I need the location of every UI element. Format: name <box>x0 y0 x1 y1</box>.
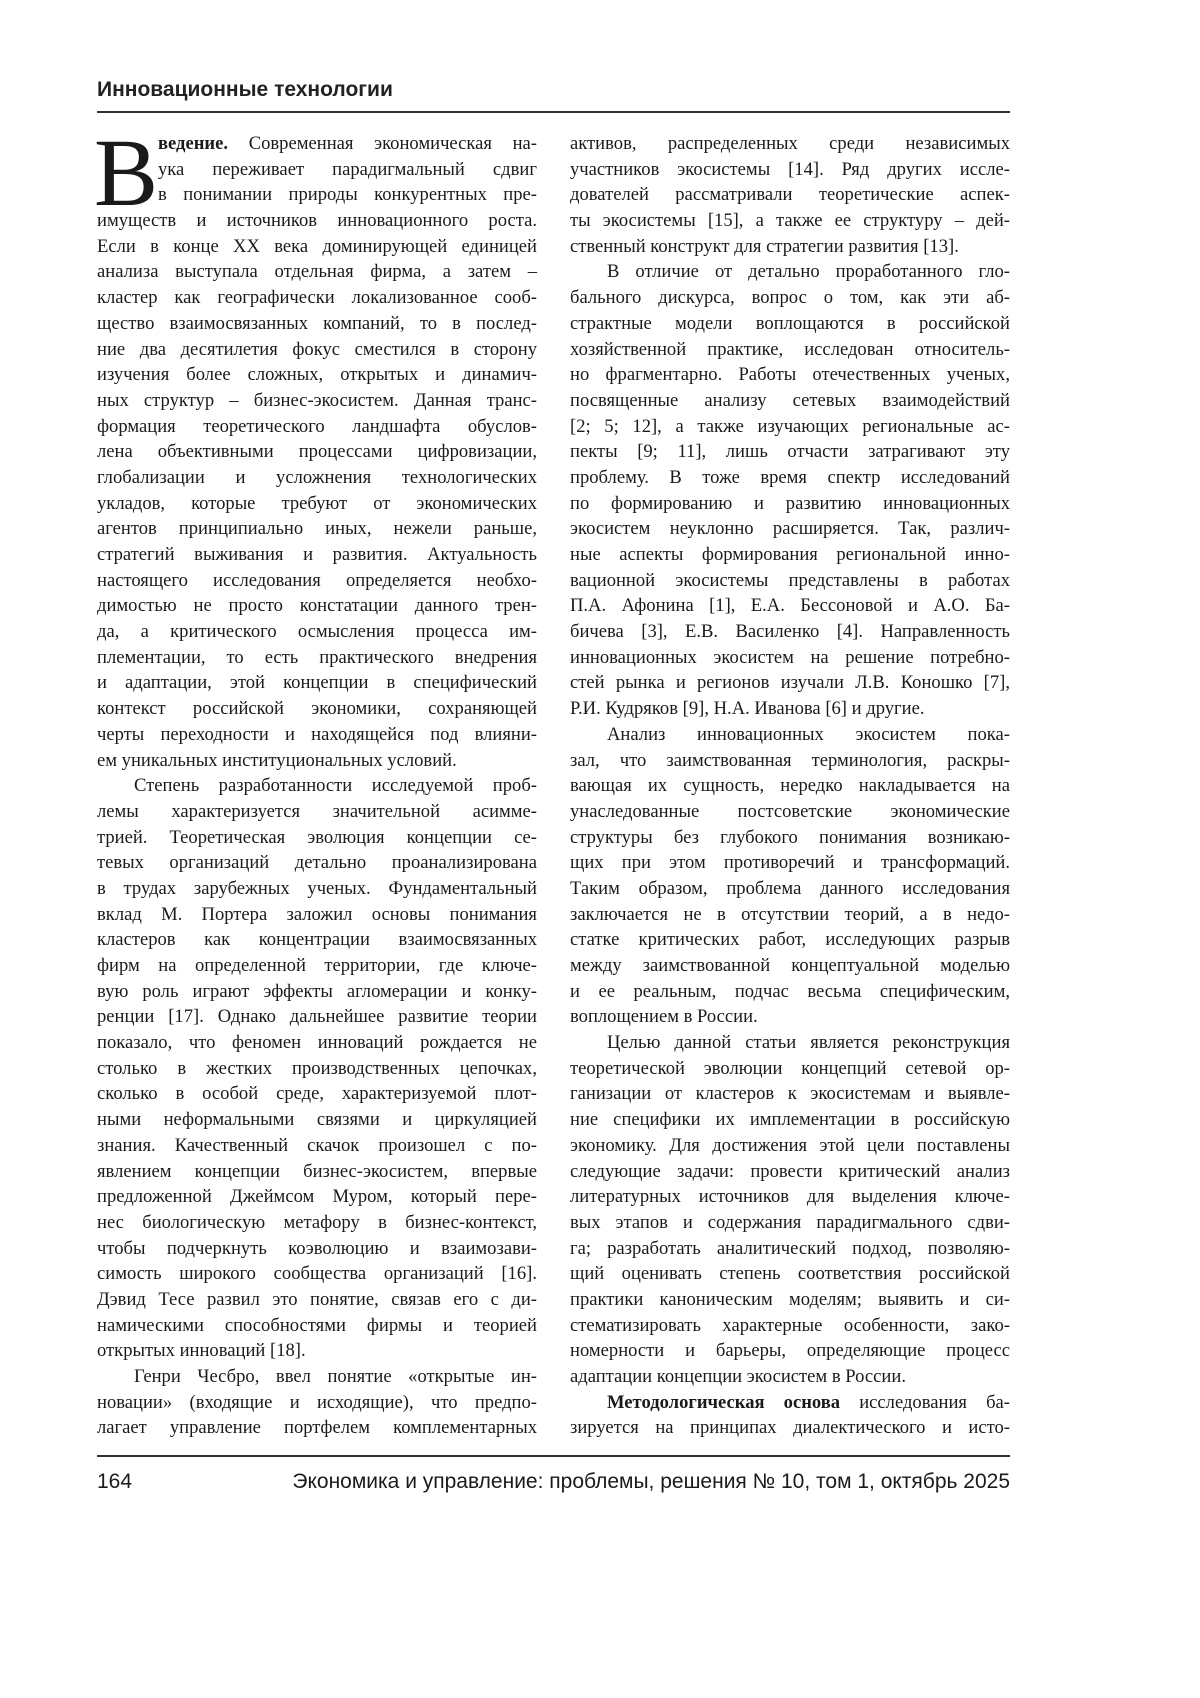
text-line <box>97 1107 537 1133</box>
line-text: унаследованные постсоветские экономические <box>570 800 1010 822</box>
text-line <box>97 670 537 696</box>
text-line <box>97 1081 537 1107</box>
line-text: заключается не в отсутствии теорий, а в недо- <box>570 903 1010 925</box>
right-column <box>570 131 1010 1441</box>
line-text: ственный конструкт для стратегии развития [13]. <box>570 235 959 257</box>
line-text: Современная экономическая на- <box>228 133 537 154</box>
line-text: явлением концепции бизнес-экосистем, впервые <box>97 1160 537 1182</box>
bold-lead-in: ведение. <box>158 133 229 154</box>
text-line <box>570 902 1010 928</box>
line-text: сколько в особой среде, характеризуемой плот- <box>97 1083 537 1105</box>
page-number: 164 <box>97 1470 133 1493</box>
line-text: бичева [3], Е.В. Василенко [4]. Направленность <box>570 621 1010 643</box>
text-line <box>570 1210 1010 1236</box>
line-text: вационной экосистемы представлены в работах <box>570 569 1010 591</box>
text-line <box>570 208 1010 234</box>
text-line <box>570 362 1010 388</box>
line-text: стематизировать характерные особенности, зако- <box>570 1314 1010 1336</box>
text-line <box>570 1081 1010 1107</box>
text-line <box>97 696 537 722</box>
line-text: теоретической эволюции концепций сетевой ор- <box>570 1057 1010 1079</box>
text-line <box>570 1184 1010 1210</box>
text-line <box>97 850 537 876</box>
line-text: щество взаимосвязанных компаний, то в послед- <box>97 312 537 334</box>
line-text: посвященные анализу сетевых взаимодействий <box>570 389 1010 411</box>
line-text: кластеров как концентрации взаимосвязанных <box>97 929 537 951</box>
text-line <box>97 1338 537 1364</box>
text-line <box>570 850 1010 876</box>
line-text: ных структур – бизнес-экосистем. Данная транс- <box>97 389 537 411</box>
line-text: щих при этом противоречий и трансформаций. <box>570 852 1010 874</box>
line-text: воплощением в России. <box>570 1006 758 1028</box>
line-text: предложенной Джеймсом Муром, который пере- <box>97 1186 537 1208</box>
line-text: имуществ и источников инновационного роста. <box>97 210 537 232</box>
text-line <box>97 311 537 337</box>
line-text: димостью не просто констатации данного трен- <box>97 595 537 617</box>
header-rule <box>97 111 1010 113</box>
text-line <box>570 1236 1010 1262</box>
text-line <box>570 1133 1010 1159</box>
text-line <box>97 542 537 568</box>
line-text: ем уникальных институциональных условий. <box>97 749 457 771</box>
line-text: вых этапов и содержания парадигмального сдви- <box>570 1211 1010 1233</box>
text-line <box>570 1030 1010 1056</box>
line-text: га; разработать аналитический подход, позволяю- <box>570 1237 1010 1259</box>
paragraph <box>97 131 537 773</box>
text-line <box>570 927 1010 953</box>
text-line <box>97 362 537 388</box>
text-line <box>570 131 1010 157</box>
line-text: Если в конце XX века доминирующей единицей <box>97 235 537 257</box>
text-line <box>570 516 1010 542</box>
line-text: Дэвид Тесе развил это понятие, связав его с ди- <box>97 1288 537 1310</box>
text-line <box>570 465 1010 491</box>
line-text: черты переходности и находящейся под влияни- <box>97 723 537 745</box>
text-line <box>97 131 537 157</box>
text-line <box>570 1415 1010 1441</box>
line-text: вающая их сущность, нередко накладывается на <box>570 775 1010 797</box>
paragraph <box>570 722 1010 1030</box>
text-line <box>570 1390 1010 1416</box>
line-text: но фрагментарно. Работы отечественных ученых, <box>570 364 1010 386</box>
text-line <box>570 542 1010 568</box>
text-line <box>570 1107 1010 1133</box>
line-text: лемы характеризуется значительной асимме- <box>97 800 537 822</box>
line-text: изучения более сложных, открытых и динамич- <box>97 364 537 386</box>
text-line <box>97 414 537 440</box>
text-line <box>97 722 537 748</box>
line-text: Таким образом, проблема данного исследования <box>570 877 1010 899</box>
text-line <box>570 773 1010 799</box>
line-text: ты экосистемы [15], а также ее структуру – дей- <box>570 210 1010 232</box>
line-text: страктные модели воплощаются в российской <box>570 312 1010 334</box>
left-column <box>94 119 537 1441</box>
line-text: между заимствованной концептуальной моделью <box>570 955 1010 976</box>
bold-lead-in: Методологическая основа <box>607 1391 841 1413</box>
text-line <box>570 259 1010 285</box>
line-text: лена объективными процессами цифровизации, <box>97 441 537 463</box>
line-text: [2; 5; 12], а также изучающих региональные ас- <box>570 415 1010 437</box>
text-line <box>97 953 537 979</box>
line-text: столько в жестких производственных цепочках, <box>97 1057 537 1079</box>
text-line <box>97 1133 537 1159</box>
text-line <box>570 1056 1010 1082</box>
line-text: пекты [9; 11], лишь отчасти затрагивают эту <box>570 441 1010 463</box>
line-text: глобализации и усложнения технологических <box>97 466 537 488</box>
text-line <box>570 388 1010 414</box>
text-line <box>97 825 537 851</box>
text-line <box>97 1004 537 1030</box>
line-text: намическими способностями фирмы и теорией <box>97 1314 537 1336</box>
text-line <box>97 799 537 825</box>
text-line <box>97 259 537 285</box>
paragraph <box>570 1030 1010 1390</box>
line-text: активов, распределенных среди независимых <box>570 133 1010 154</box>
line-text: да, а критического осмысления процесса им- <box>97 621 537 643</box>
text-line <box>570 876 1010 902</box>
line-text: настоящего исследования определяется необхо- <box>97 569 537 591</box>
line-text: тевых организаций детально проанализирована <box>97 852 537 874</box>
text-line <box>570 748 1010 774</box>
line-text: исследования ба- <box>840 1391 1010 1413</box>
line-text: хозяйственной практике, исследован относитель- <box>570 338 1010 360</box>
text-line <box>97 234 537 260</box>
text-line <box>97 773 537 799</box>
text-line <box>97 902 537 928</box>
text-line <box>97 1056 537 1082</box>
text-line <box>97 1287 537 1313</box>
text-line <box>97 388 537 414</box>
line-text: плементации, то есть практического внедрения <box>97 646 537 668</box>
line-text: ние специфики их имплементации в российскую <box>570 1109 1010 1131</box>
line-text: лагает управление портфелем комплементарных <box>97 1417 537 1439</box>
text-line <box>570 1004 1010 1030</box>
line-text: и адаптации, этой концепции в специфический <box>97 672 537 694</box>
text-line <box>570 979 1010 1005</box>
text-line <box>97 748 537 774</box>
line-text: знания. Качественный скачок произошел с по- <box>97 1134 537 1156</box>
text-line <box>570 670 1010 696</box>
text-line <box>570 1338 1010 1364</box>
text-line <box>570 182 1010 208</box>
line-text: стратегий выживания и развития. Актуальность <box>97 544 537 565</box>
line-text: экономику. Для достижения этой цели поставлены <box>570 1134 1010 1156</box>
text-line <box>97 979 537 1005</box>
line-text: ренции [17]. Однако дальнейшее развитие теории <box>97 1006 537 1028</box>
paragraph <box>570 1390 1010 1441</box>
line-text: экосистем неуклонно расширяется. Так, различ- <box>570 518 1010 540</box>
line-text: фирм на определенной территории, где ключе- <box>97 955 537 976</box>
line-text: Генри Чесбро, ввел понятие «открытые ин- <box>134 1366 537 1387</box>
text-line <box>97 927 537 953</box>
text-line <box>97 516 537 542</box>
line-text: ганизации от кластеров к экосистемам и выявле- <box>570 1083 1010 1105</box>
text-line <box>570 157 1010 183</box>
text-line <box>570 799 1010 825</box>
text-line <box>570 414 1010 440</box>
line-text: открытых инноваций [18]. <box>97 1340 306 1362</box>
line-text: и ее реальным, подчас весьма специфическим, <box>570 980 1010 1002</box>
line-text: ука переживает парадигмальный сдвиг <box>158 158 537 180</box>
drop-cap: В <box>94 119 159 226</box>
line-text: Степень разработанности исследуемой проб- <box>134 775 537 797</box>
line-text: проблему. В тоже время спектр исследований <box>570 466 1010 488</box>
line-text: трией. Теоретическая эволюция концепции се- <box>97 826 537 848</box>
paragraph <box>97 773 537 1364</box>
line-text: щий оценивать степень соответствия российской <box>570 1263 1010 1285</box>
text-line <box>570 825 1010 851</box>
text-line <box>97 1364 537 1390</box>
text-line <box>570 593 1010 619</box>
line-text: кластер как географически локализованное сооб- <box>97 287 537 309</box>
text-line <box>570 1159 1010 1185</box>
text-line <box>570 337 1010 363</box>
text-line <box>97 337 537 363</box>
text-line <box>97 208 537 234</box>
text-line <box>97 1159 537 1185</box>
line-text: структуры без глубокого понимания возникаю- <box>570 826 1010 848</box>
text-line <box>97 1313 537 1339</box>
line-text: участников экосистемы [14]. Ряд других иссле- <box>570 158 1010 180</box>
line-text: укладов, которые требуют от экономических <box>97 492 537 514</box>
line-text: в понимании природы конкурентных пре- <box>158 184 537 206</box>
footer-rule <box>97 1455 1010 1457</box>
text-line <box>97 491 537 517</box>
line-text: номерности и барьеры, определяющие процесс <box>570 1340 1010 1362</box>
text-line <box>97 1210 537 1236</box>
line-text: ными неформальными связями и циркуляцией <box>97 1109 537 1131</box>
line-text: чтобы подчеркнуть коэволюцию и взаимозави- <box>97 1237 537 1259</box>
text-line <box>97 157 537 183</box>
text-line <box>570 953 1010 979</box>
line-text: агентов принципиально иных, нежели раньше, <box>97 518 537 540</box>
text-line <box>570 491 1010 517</box>
text-line <box>570 234 1010 260</box>
line-text: новации» (входящие и исходящие), что предпо- <box>97 1391 537 1413</box>
line-text: В отличие от детально проработанного гло- <box>607 261 1010 283</box>
text-line <box>97 1030 537 1056</box>
line-text: ние два десятилетия фокус сместился в сторону <box>97 338 537 360</box>
line-text: статке критических работ, исследующих разрыв <box>570 929 1010 951</box>
line-text: в трудах зарубежных ученых. Фундаментальный <box>97 877 537 899</box>
text-line <box>97 439 537 465</box>
text-line <box>570 696 1010 722</box>
line-text: адаптации концепции экосистем в России. <box>570 1366 906 1387</box>
paragraph <box>97 1364 537 1441</box>
line-text: нес биологическую метафору в бизнес-контекст, <box>97 1211 537 1233</box>
text-line <box>570 568 1010 594</box>
line-text: следующие задачи: провести критический анализ <box>570 1160 1010 1182</box>
text-line <box>97 285 537 311</box>
text-line <box>570 1261 1010 1287</box>
text-line <box>570 722 1010 748</box>
text-line <box>97 1261 537 1287</box>
text-line <box>97 182 537 208</box>
text-line <box>570 645 1010 671</box>
text-line <box>97 619 537 645</box>
line-text: Анализ инновационных экосистем пока- <box>607 723 1010 745</box>
text-line <box>570 285 1010 311</box>
line-text: формация теоретического ландшафта обуслов- <box>97 415 537 437</box>
line-text: литературных источников для выделения ключе- <box>570 1186 1010 1208</box>
line-text: П.А. Афонина [1], Е.А. Бессоновой и А.О. Ба- <box>570 595 1010 617</box>
line-text: инновационных экосистем на решение потребно- <box>570 646 1010 668</box>
paragraph <box>570 259 1010 721</box>
line-text: Целью данной статьи является реконструкция <box>607 1032 1010 1054</box>
line-text: анализа выступала отдельная фирма, а затем – <box>97 261 537 283</box>
line-text: Р.И. Кудряков [9], Н.А. Иванова [6] и другие. <box>570 698 925 720</box>
line-text: зируется на принципах диалектического и исто- <box>570 1417 1010 1439</box>
text-line <box>570 1313 1010 1339</box>
line-text: симость широкого сообщества организаций [16]. <box>97 1263 537 1285</box>
text-line <box>570 311 1010 337</box>
text-line <box>97 876 537 902</box>
text-line <box>97 593 537 619</box>
text-line <box>97 568 537 594</box>
line-text: зал, что заимствованная терминология, раскры- <box>570 749 1010 771</box>
line-text: ные аспекты формирования региональной инно- <box>570 544 1010 565</box>
line-text: показало, что феномен инноваций рождается не <box>97 1032 537 1054</box>
paragraph <box>570 131 1010 259</box>
text-line <box>97 1390 537 1416</box>
text-line <box>97 1236 537 1262</box>
line-text: вую роль играют эффекты агломерации и конку- <box>97 980 537 1002</box>
text-line <box>570 439 1010 465</box>
text-line <box>97 465 537 491</box>
text-line <box>97 645 537 671</box>
text-line <box>570 619 1010 645</box>
line-text: практики каноническим моделям; выявить и си- <box>570 1288 1010 1310</box>
line-text: стей рынка и регионов изучали Л.В. Коношко [7], <box>570 672 1010 694</box>
text-line <box>570 1287 1010 1313</box>
text-line <box>570 1364 1010 1390</box>
section-title: Инновационные технологии <box>97 78 393 101</box>
line-text: контекст российской экономики, сохраняющей <box>97 698 537 720</box>
text-line <box>97 1415 537 1441</box>
journal-citation: Экономика и управление: проблемы, решения № 10, том 1, октябрь 2025 <box>292 1470 1010 1493</box>
line-text: по формированию и развитию инновационных <box>570 492 1010 514</box>
line-text: вклад М. Портера заложил основы понимания <box>97 903 537 925</box>
text-line <box>97 1184 537 1210</box>
line-text: бального дискурса, вопрос о том, как эти аб- <box>570 287 1010 309</box>
line-text: дователей рассматривали теоретические аспек- <box>570 184 1010 206</box>
